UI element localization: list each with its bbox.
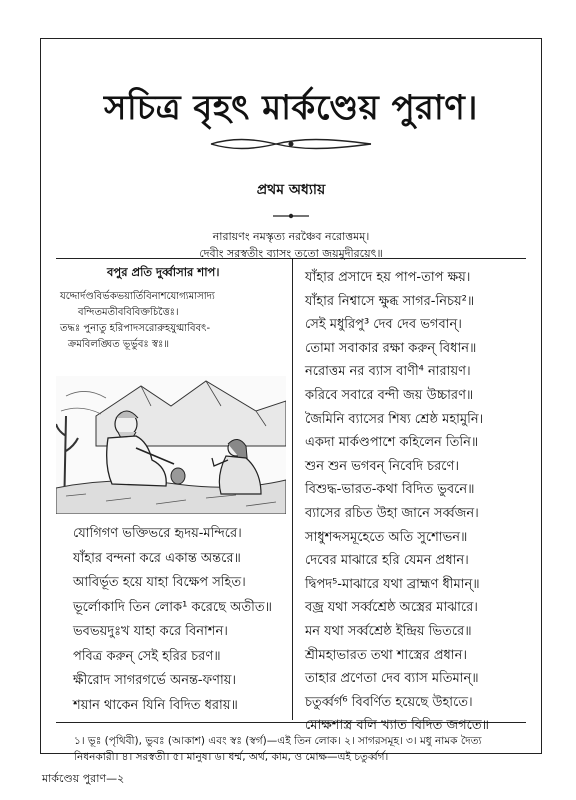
- page-folio: মার্কণ্ডেয় পুরাণ—২: [42, 772, 125, 785]
- top-rule: [56, 258, 526, 259]
- page-title: সচিত্র বৃহৎ মার্কণ্ডেয় পুরাণ।: [104, 88, 478, 128]
- verse-line: সেই মধুরিপু³ দেব দেব ভগবান্‌।: [305, 317, 462, 333]
- illustration-sage-image: [56, 376, 286, 514]
- verse-line: ব্যাসের রচিত উহা জানে সর্ব্বজন।: [305, 505, 479, 521]
- verse-line: নরোত্তম নর ব্যাস বাণী⁴ নারায়ণ।: [305, 364, 471, 380]
- verse-line: শয়ান থাকেন যিনি বিদিত ধরায়॥: [73, 697, 238, 713]
- chapter-heading: প্রথম অধ্যায়: [256, 182, 326, 198]
- verse-line: জৈমিনি ব্যাসের শিষ্য শ্রেষ্ঠ মহামুনি।: [305, 411, 484, 427]
- column-divider: [292, 258, 293, 720]
- verse-line: সাধুশব্দসমূহেতে অতি সুশোভন॥: [305, 529, 468, 545]
- verse-line: যাঁহার বন্দনা করে একান্ত অন্তরে॥: [73, 550, 241, 566]
- sanskrit-line: যদ্দোর্দণ্ডবির্ভকভয়ার্তিবিনাশযোগ্যমাসাদ্য: [60, 291, 215, 302]
- invocation-verse: [40, 228, 542, 262]
- invocation-line: দেবীং সরস্বতীং ব্যাসং ততো জয়মুদীরয়েৎ॥: [199, 247, 383, 260]
- verse-line: চতুর্ব্বর্গ⁶ বিবর্ণিত হয়েছে উহাতে।: [305, 694, 473, 710]
- verse-line: ভূর্লোকাদি তিন লোক¹ করেছে অতীত॥: [73, 599, 272, 615]
- sanskrit-verse: [60, 289, 288, 353]
- verse-line: দেবের মাঝারে হরি যেমন প্রধান।: [305, 553, 469, 569]
- invocation-line: নারায়ণং নমস্কৃত্য নরঞ্চৈব নরোত্তমম্‌।: [212, 230, 370, 243]
- verse-line: বিশুদ্ধ-ভারত-কথা বিদিত ভুবনে॥: [305, 482, 475, 498]
- verse-line: দ্বিপদ⁵-মাঝারে যথা ব্রাহ্মণ ধীমান্‌॥: [305, 576, 480, 592]
- verse-line: শ্রীমহাভারত তথা শাস্ত্রের প্রধান।: [305, 647, 467, 663]
- verse-line: শুন শুন ভগবন্‌ নিবেদি চরণে।: [305, 458, 460, 474]
- verse-line: বজ্র যথা সর্ব্বশ্রেষ্ঠ অস্ত্রের মাঝারে।: [305, 600, 478, 616]
- verse-line: ক্ষীরোদ সাগরগর্ভে অনন্ত-ফণায়।: [73, 673, 237, 688]
- left-verse-block: [73, 522, 272, 718]
- verse-line: তোমা সবাকার রক্ষা করুন্‌ বিধান॥: [305, 340, 477, 356]
- verse-line: একদা মার্কণ্ডপাশে কহিলেন তিনি॥: [305, 435, 479, 451]
- small-ornament-icon: [271, 212, 311, 220]
- verse-line: মোক্ষশাস্ত্র বলি খ্যাত বিদিত জগতে॥: [305, 718, 489, 734]
- verse-line: আবির্ভূত হয়ে যাহা বিক্ষেপ সহিত।: [73, 575, 246, 590]
- verse-line: যাঁহার প্রসাদে হয় পাপ-তাপ ক্ষয়।: [305, 270, 471, 285]
- verse-line: তাহার প্রণেতা দেব ব্যাস মতিমান্‌॥: [305, 671, 479, 687]
- verse-line: ভবভয়দুঃখ যাহা করে বিনাশন।: [73, 624, 228, 639]
- verse-line: মন যথা সর্ব্বশ্রেষ্ঠ ইন্দ্রিয় ভিতরে॥: [305, 623, 472, 639]
- right-verse-block: [305, 266, 489, 738]
- illustration-caption: বপুর প্রতি দুর্ব্বাসার শাপ।: [107, 265, 220, 279]
- verse-line: যোগিগণ ভক্তিভরে হৃদয়-মন্দিরে।: [73, 526, 242, 541]
- sanskrit-line: ক্রমবিলঙ্ঘিত ভূর্ভুবঃ স্বঃ॥: [68, 339, 169, 350]
- footnote-line: নিধনকারী। ৪। সরস্বতী। ৫। মানুষ। ৬। ধর্ম্ম, অর্থ, কাম, ও মোক্ষ—এই চতুর্ব্বর্গ।: [74, 751, 389, 763]
- sanskrit-line: তদ্ধঃ পুনাতু হরিপাদসরোরুহযুগ্মাবিবৎ-: [60, 323, 211, 334]
- chapter-ornament: [40, 205, 542, 224]
- footnote-line: ১। ভূঃ (পৃথিবী), ভুবঃ (আকাশ) এবং স্বঃ (স্বর্গ)—এই তিন লোক। ২। সাগরসমূহ। ৩। মধু নামক দৈত্য: [74, 735, 482, 747]
- verse-line: যাঁহার নিশ্বাসে ক্ষুব্ধ সাগর-নিচয়²॥: [305, 293, 475, 309]
- verse-line: পবিত্র করুন্‌ সেই হরির চরণ॥: [73, 648, 221, 664]
- footnotes: [74, 733, 534, 765]
- title-ornament: [40, 136, 542, 155]
- ornament-icon: [206, 137, 376, 151]
- sanskrit-line: বন্দিতমতীববিবিক্তচিত্তৈঃ।: [78, 307, 179, 318]
- verse-line: করিবে সবারে বন্দী জয় উচ্চারণ॥: [305, 387, 474, 403]
